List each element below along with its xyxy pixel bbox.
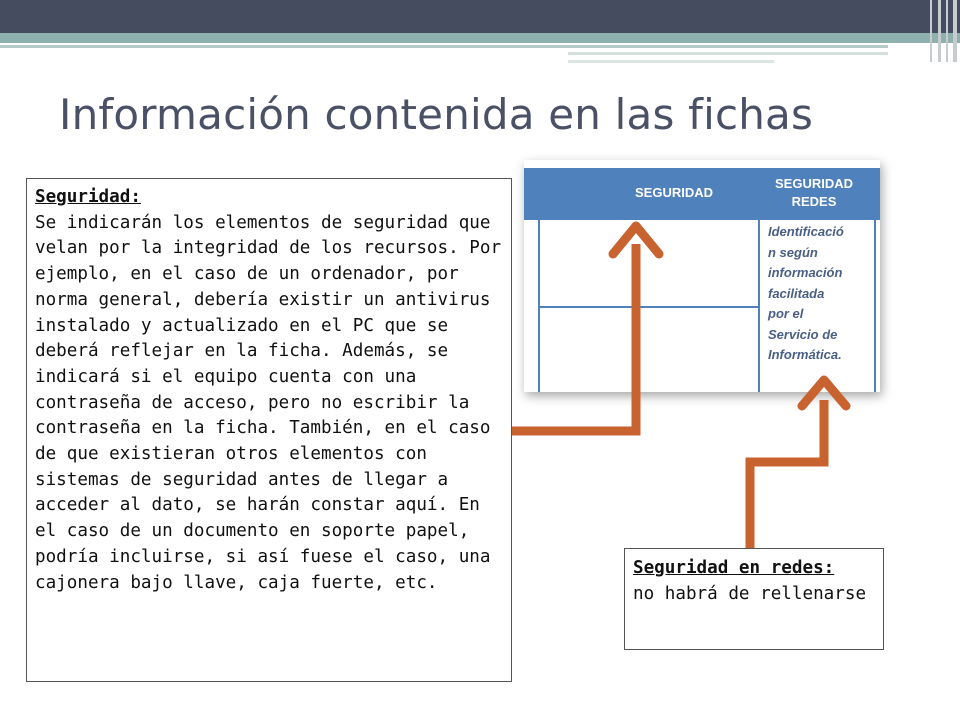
slide-title: Información contenida en las fichas: [59, 90, 814, 139]
cell-line: facilitada: [768, 285, 825, 301]
cell-line: Identificació: [768, 224, 844, 239]
cell-line: Informática.: [768, 347, 842, 362]
cell-line: información: [768, 265, 843, 280]
arrow-seguridad-redes: [750, 400, 824, 548]
header-line: REDES: [791, 194, 837, 209]
seguridad-redes-note: [624, 548, 884, 650]
seguridad-description: [26, 178, 512, 682]
seguridad-label: Seguridad:: [35, 187, 141, 207]
arrow-seguridad: [511, 244, 636, 431]
cell-line: Servicio de: [768, 326, 838, 342]
seguridad-redes-body: no habrá de rellenarse: [633, 584, 867, 604]
header-line: SEGURIDAD: [774, 176, 853, 191]
cell-line: por el: [768, 306, 804, 321]
cell-line: n según: [768, 244, 818, 260]
seguridad-redes-label: Seguridad en redes:: [633, 558, 835, 578]
seguridad-body: Se indicarán los elementos de seguridad que velan por la integridad de los recursos. Por ejemplo, en el caso de un ordenador, por norma general, debería existir un antivirus instalado y actualizado en el PC que se deberá reflejar en la ficha. Además, se indicará si el equipo cuenta con una contraseña de acceso, pero no escribir la contraseña en la ficha. También, en el caso de que existieran otros elementos con sistemas de seguridad antes de llegar a acceder al dato, se harán constar aquí. En el caso de un documento en soporte papel, podría incluirse, si así fuese el caso, una cajonera bajo llave, caja fuerte, etc.: [35, 212, 502, 593]
table-header-seguridad: SEGURIDAD: [634, 185, 713, 200]
